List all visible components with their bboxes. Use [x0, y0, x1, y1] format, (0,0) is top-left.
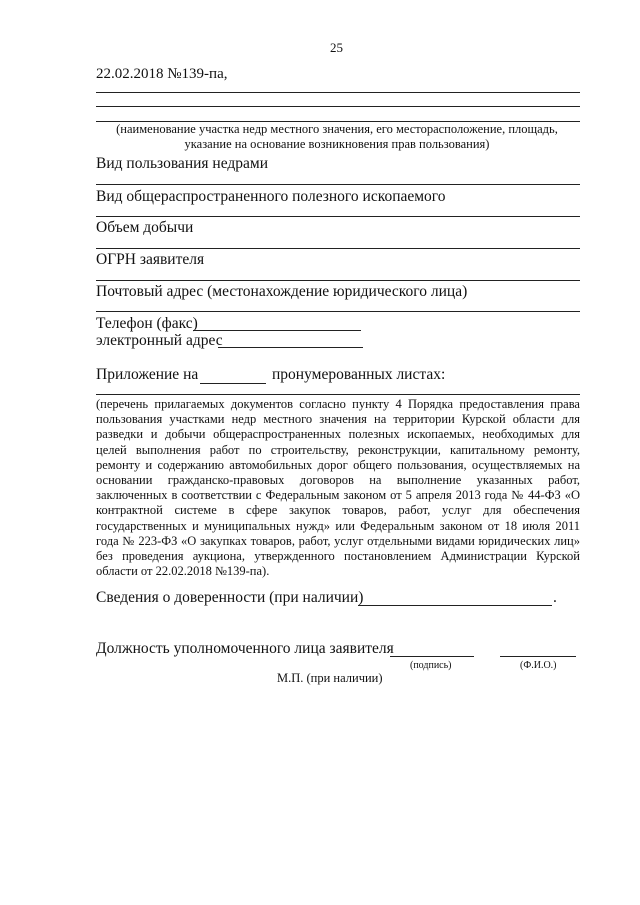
mineral-type-line[interactable] [96, 216, 580, 217]
header-note: (наименование участка недр местного значения, его месторасположение, площадь, указание на основание возникновения прав пользования) [116, 122, 558, 151]
appendix-prefix: Приложение на [96, 366, 199, 383]
appendix-count-line[interactable] [200, 383, 266, 384]
document-reference: 22.02.2018 №139-па, [96, 66, 228, 82]
extraction-volume-label: Объем добычи [96, 219, 194, 236]
phone-label: Телефон (факс) [96, 315, 198, 332]
subsoil-use-type-label: Вид пользования недрами [96, 155, 268, 172]
email-label: электронный адрес [96, 332, 223, 349]
power-of-attorney-label: Сведения о доверенности (при наличии) [96, 589, 364, 606]
blank-line[interactable] [96, 106, 580, 107]
ogrn-label: ОГРН заявителя [96, 251, 205, 268]
extraction-volume-line[interactable] [96, 248, 580, 249]
signature-caption: (подпись) [410, 660, 452, 671]
appendix-note: (перечень прилагаемых документов согласно пункту 4 Порядка предоставления права пользования участками недр местного значения на территории Курской области для разведки и добычи общераспространенных полезных ископаемых, необходимых для целей выполнения работ по строительству, реконструкции, капитальному ремонту, ремонту и содержанию автомобильных дорог общего пользования, осуществляемых на основании гражданско-правовых договоров на выполнение указанных работ, заключенных в соответствии с Федеральным законом от 5 апреля 2013 года № 44-ФЗ «О контрактной системе в сфере закупок товаров, работ, услуг для обеспечения государственных и муниципальных нужд» или Федеральным законом от 18 июля 2011 года № 223-ФЗ «О закупках товаров, работ, услуг отдельными видами юридических лиц» без проведения аукциона, утвержденного постановлением Администрации Курской области от 22.02.2018 №139-па). [96, 397, 580, 579]
mineral-type-label: Вид общераспространенного полезного ископаемого [96, 188, 446, 205]
phone-line[interactable] [193, 330, 361, 331]
position-label: Должность уполномоченного лица заявителя [96, 640, 394, 657]
signature-line[interactable] [390, 656, 474, 657]
appendix-suffix: пронумерованных листах: [272, 366, 446, 383]
power-of-attorney-end: . [553, 589, 557, 606]
name-line[interactable] [500, 656, 576, 657]
blank-line[interactable] [96, 92, 580, 93]
stamp-note: М.П. (при наличии) [277, 671, 383, 685]
postal-address-line[interactable] [96, 311, 580, 312]
page-number: 25 [330, 40, 343, 55]
subsoil-use-type-line[interactable] [96, 184, 580, 185]
email-line[interactable] [218, 347, 363, 348]
ogrn-line[interactable] [96, 280, 580, 281]
postal-address-label: Почтовый адрес (местонахождение юридического лица) [96, 283, 468, 300]
name-caption: (Ф.И.О.) [520, 660, 557, 671]
appendix-line[interactable] [96, 394, 580, 395]
power-of-attorney-line[interactable] [358, 605, 552, 606]
